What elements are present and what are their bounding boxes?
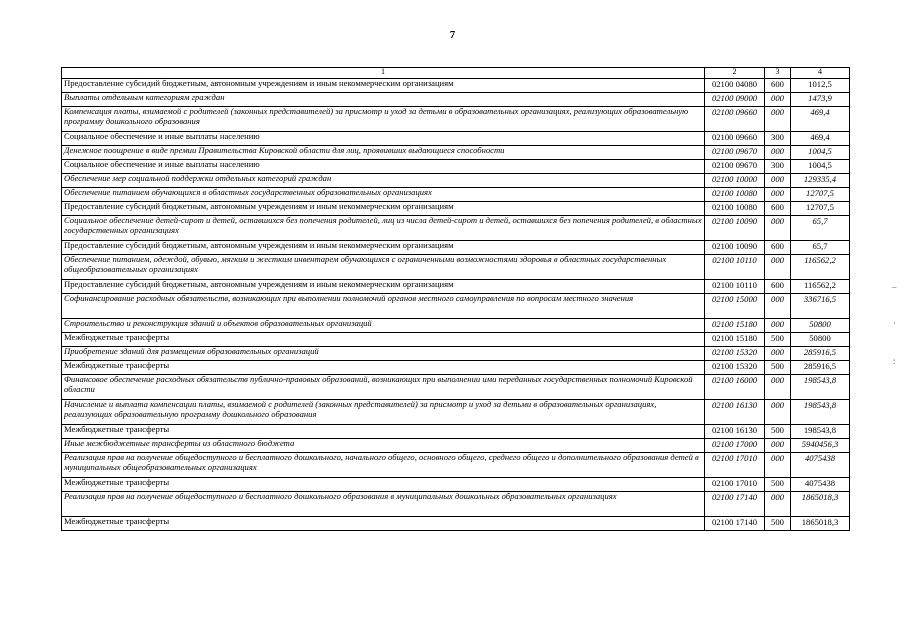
row-amount: 198543,8 [791, 375, 850, 400]
table-row [62, 132, 850, 146]
row-name: Иные межбюджетные трансферты из областного бюджета [62, 439, 705, 453]
table-row [62, 202, 850, 216]
row-name: Межбюджетные трансферты [62, 361, 705, 375]
row-amount: 12707,5 [791, 188, 850, 202]
row-amount: 65,7 [791, 216, 850, 241]
row-name: Социальное обеспечение и иные выплаты населению [62, 132, 705, 146]
row-name: Обеспечение питанием обучающихся в областных государственных образовательных организациях [62, 188, 705, 202]
row-amount: 1865018,3 [791, 517, 850, 531]
row-amount: 198543,8 [791, 425, 850, 439]
row-expense-type: 000 [765, 347, 791, 361]
row-code: 02100 17000 [705, 439, 765, 453]
row-amount: 469,4 [791, 107, 850, 132]
row-expense-type: 500 [765, 478, 791, 492]
row-expense-type: 000 [765, 93, 791, 107]
row-amount: 4075438 [791, 478, 850, 492]
row-amount: 116562,2 [791, 280, 850, 294]
page-number: 7 [449, 29, 456, 41]
table-row [62, 425, 850, 439]
column-number-1: 1 [62, 68, 705, 79]
row-expense-type: 300 [765, 160, 791, 174]
table-row [62, 188, 850, 202]
row-expense-type: 000 [765, 439, 791, 453]
row-expense-type: 500 [765, 425, 791, 439]
row-code: 02100 09660 [705, 132, 765, 146]
row-name: Межбюджетные трансферты [62, 478, 705, 492]
table-row [62, 160, 850, 174]
row-expense-type: 500 [765, 361, 791, 375]
margin-colon: : [893, 356, 896, 366]
table-row [62, 400, 850, 425]
budget-table-body [62, 68, 850, 531]
row-name: Обеспечение питанием, одеждой, обувью, мягким и жестким инвентарем обучающихся с ограниченными возможностями здоровья в областных государственных общеобразовательных организациях [62, 255, 705, 280]
row-amount: 50800 [791, 333, 850, 347]
row-expense-type: 600 [765, 241, 791, 255]
table-row [62, 174, 850, 188]
row-expense-type: 600 [765, 202, 791, 216]
row-code: 02100 10090 [705, 241, 765, 255]
row-name: Предоставление субсидий бюджетным, автономным учреждениям и иным некоммерческим организациям [62, 79, 705, 93]
table-row [62, 146, 850, 160]
margin-dot: · [893, 318, 896, 328]
row-expense-type: 000 [765, 255, 791, 280]
row-expense-type: 000 [765, 294, 791, 319]
row-amount: 198543,8 [791, 400, 850, 425]
row-code: 02100 09660 [705, 107, 765, 132]
row-code: 02100 10110 [705, 280, 765, 294]
row-expense-type: 300 [765, 132, 791, 146]
margin-dash: – [892, 282, 897, 292]
row-code: 02100 10110 [705, 255, 765, 280]
row-amount: 12707,5 [791, 202, 850, 216]
table-row [62, 241, 850, 255]
row-name: Обеспечение мер социальной поддержки отдельных категорий граждан [62, 174, 705, 188]
row-code: 02100 04080 [705, 79, 765, 93]
table-row [62, 93, 850, 107]
table-row [62, 453, 850, 478]
row-amount: 1865018,3 [791, 492, 850, 517]
row-amount: 50800 [791, 319, 850, 333]
row-code: 02100 15320 [705, 361, 765, 375]
table-row [62, 107, 850, 132]
row-expense-type: 000 [765, 492, 791, 517]
column-number-2: 2 [705, 68, 765, 79]
table-row [62, 255, 850, 280]
row-name: Компенсация платы, взимаемой с родителей (законных представителей) за присмотр и уход за детьми в образовательных организациях, реализующих образовательную программу дошкольного образования [62, 107, 705, 132]
row-amount: 1004,5 [791, 146, 850, 160]
table-row [62, 216, 850, 241]
table-row [62, 79, 850, 93]
row-code: 02100 09000 [705, 93, 765, 107]
row-name: Строительство и реконструкция зданий и объектов образовательных организаций [62, 319, 705, 333]
table-row [62, 517, 850, 531]
row-amount: 336716,5 [791, 294, 850, 319]
row-amount: 5940456,3 [791, 439, 850, 453]
column-number-4: 4 [791, 68, 850, 79]
row-expense-type: 000 [765, 453, 791, 478]
row-code: 02100 09670 [705, 146, 765, 160]
row-amount: 4075438 [791, 453, 850, 478]
table-row [62, 280, 850, 294]
row-amount: 1473,9 [791, 93, 850, 107]
table-row [62, 294, 850, 319]
row-amount: 1004,5 [791, 160, 850, 174]
row-code: 02100 10080 [705, 188, 765, 202]
table-row [62, 375, 850, 400]
budget-table [61, 67, 850, 531]
row-name: Предоставление субсидий бюджетным, автономным учреждениям и иным некоммерческим организациям [62, 241, 705, 255]
row-code: 02100 10000 [705, 174, 765, 188]
row-code: 02100 15180 [705, 319, 765, 333]
row-expense-type: 000 [765, 107, 791, 132]
row-code: 02100 15000 [705, 294, 765, 319]
row-code: 02100 17010 [705, 478, 765, 492]
row-name: Реализация прав на получение общедоступного и бесплатного дошкольного образования в муниципальных дошкольных образовательных организациях [62, 492, 705, 517]
row-code: 02100 17140 [705, 517, 765, 531]
row-expense-type: 000 [765, 319, 791, 333]
row-amount: 65,7 [791, 241, 850, 255]
column-number-row [62, 68, 850, 79]
row-amount: 285916,5 [791, 361, 850, 375]
row-code: 02100 09670 [705, 160, 765, 174]
table-row [62, 319, 850, 333]
row-name: Социальное обеспечение и иные выплаты населению [62, 160, 705, 174]
row-code: 02100 16000 [705, 375, 765, 400]
table-row [62, 478, 850, 492]
row-code: 02100 10080 [705, 202, 765, 216]
column-number-3: 3 [765, 68, 791, 79]
row-name: Предоставление субсидий бюджетным, автономным учреждениям и иным некоммерческим организациям [62, 202, 705, 216]
row-name: Финансовое обеспечение расходных обязательств публично-правовых образований, возникающих при выполнении ими переданных государственных полномочий Кировской области [62, 375, 705, 400]
row-code: 02100 10090 [705, 216, 765, 241]
row-amount: 285916,5 [791, 347, 850, 361]
row-code: 02100 17010 [705, 453, 765, 478]
row-amount: 129335,4 [791, 174, 850, 188]
row-code: 02100 15180 [705, 333, 765, 347]
row-name: Межбюджетные трансферты [62, 517, 705, 531]
row-code: 02100 16130 [705, 425, 765, 439]
row-amount: 1012,5 [791, 79, 850, 93]
row-name: Приобретение зданий для размещения образовательных организаций [62, 347, 705, 361]
row-name: Софинансирование расходных обязательств, возникающих при выполнении полномочий органов местного самоуправления по вопросам местного значения [62, 294, 705, 319]
row-expense-type: 500 [765, 333, 791, 347]
row-name: Межбюджетные трансферты [62, 425, 705, 439]
row-code: 02100 16130 [705, 400, 765, 425]
row-name: Реализация прав на получение общедоступного и бесплатного дошкольного, начального общего, основного общего, среднего общего и дополнительного образования детей в муниципальных общеобразовательных организациях [62, 453, 705, 478]
table-row [62, 439, 850, 453]
row-expense-type: 000 [765, 146, 791, 160]
row-name: Предоставление субсидий бюджетным, автономным учреждениям и иным некоммерческим организациям [62, 280, 705, 294]
row-expense-type: 000 [765, 375, 791, 400]
row-name: Межбюджетные трансферты [62, 333, 705, 347]
table-row [62, 361, 850, 375]
row-expense-type: 600 [765, 79, 791, 93]
row-expense-type: 000 [765, 216, 791, 241]
row-name: Денежное поощрение в виде премии Правительства Кировской области для лиц, проявивших выдающиеся способности [62, 146, 705, 160]
row-name: Социальное обеспечение детей-сирот и детей, оставшихся без попечения родителей, лиц из числа детей-сирот и детей, оставшихся без попечения родителей, в областных государственных организациях [62, 216, 705, 241]
row-expense-type: 600 [765, 280, 791, 294]
row-amount: 116562,2 [791, 255, 850, 280]
row-code: 02100 15320 [705, 347, 765, 361]
table-row [62, 492, 850, 517]
row-code: 02100 17140 [705, 492, 765, 517]
row-expense-type: 000 [765, 188, 791, 202]
row-expense-type: 000 [765, 174, 791, 188]
row-amount: 469,4 [791, 132, 850, 146]
row-name: Выплаты отдельным категориям граждан [62, 93, 705, 107]
row-expense-type: 500 [765, 517, 791, 531]
table-row [62, 347, 850, 361]
table-row [62, 333, 850, 347]
row-name: Начисление и выплата компенсации платы, взимаемой с родителей (законных представителей) за присмотр и уход за детьми в образовательных организациях, реализующих образовательную программу дошкольного образования [62, 400, 705, 425]
row-expense-type: 000 [765, 400, 791, 425]
